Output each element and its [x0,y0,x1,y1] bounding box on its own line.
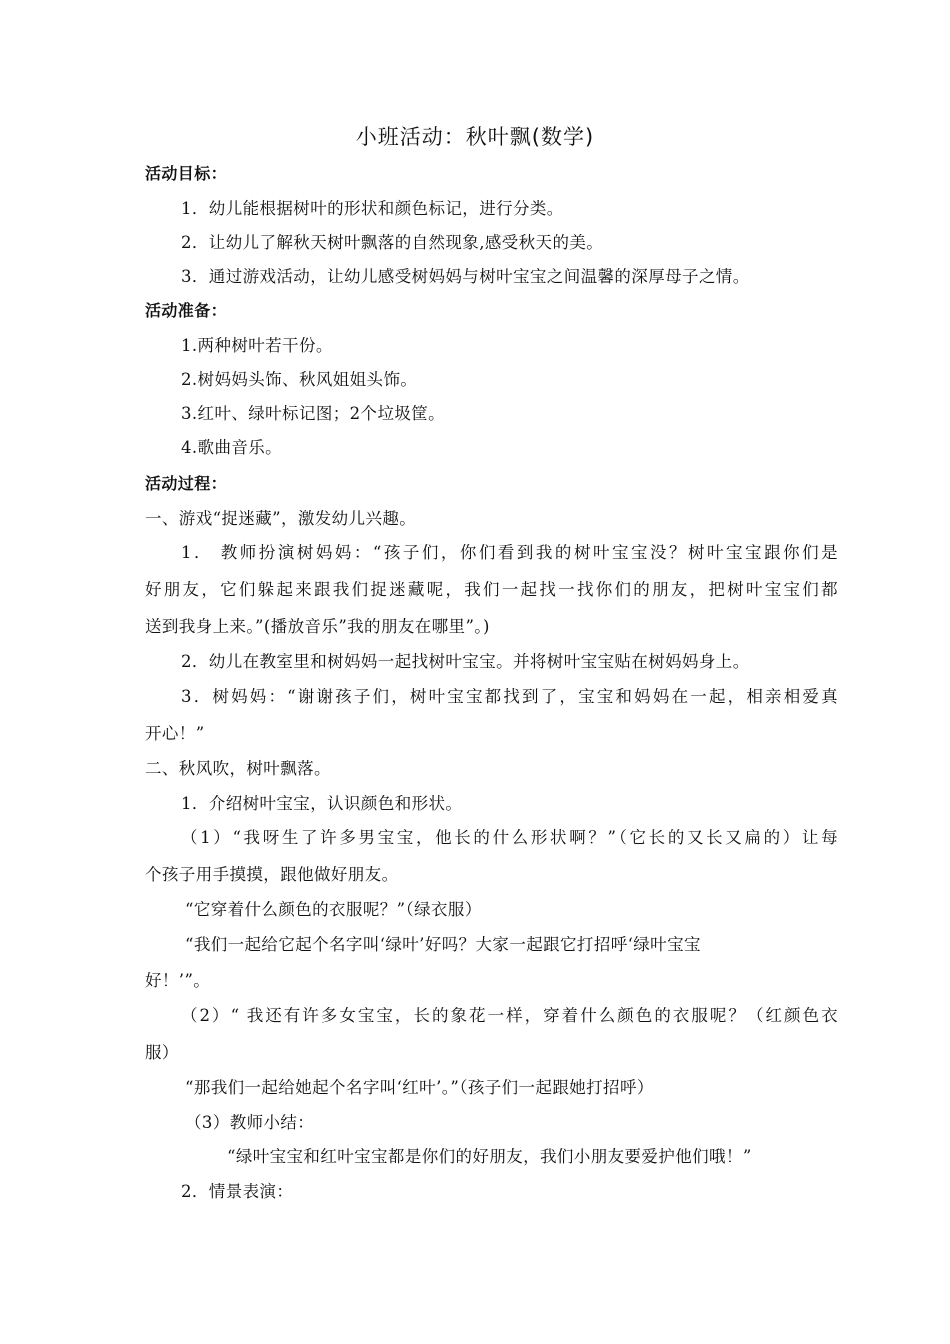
paragraph-line: 2．情景表演： [181,1182,294,1201]
prep-heading: 活动准备： [145,301,228,320]
paragraph-line: 服） [145,1043,179,1062]
paragraph-line: “绿叶宝宝和红叶宝宝都是你们的好朋友，我们小朋友要爱护他们哦！” [227,1147,752,1166]
prep-item: 3.红叶、绿叶标记图；2个垃圾筐。 [181,404,446,423]
prep-item: 4.歌曲音乐。 [181,438,283,457]
paragraph-line: “它穿着什么颜色的衣服呢？”（绿衣服） [185,900,482,919]
paragraph-line: “那我们一起给她起个名字叫‘红叶’。”（孩子们一起跟她打招呼） [185,1078,654,1097]
paragraph-line: 好！’”。 [145,971,211,990]
paragraph-line: （3）教师小结： [185,1113,315,1132]
section-heading: 二、秋风吹，树叶飘落。 [145,759,331,778]
paragraph-line: 3．树妈妈：“谢谢孩子们，树叶宝宝都找到了，宝宝和妈妈在一起，相亲相爱真 [181,687,838,706]
paragraph-line: “我们一起给它起个名字叫‘绿叶’好吗？大家一起跟它打招呼‘绿叶宝宝 [185,935,701,954]
section-heading: 一、游戏“捉迷藏”，激发幼儿兴趣。 [145,509,417,528]
paragraph-line: 个孩子用手摸摸，跟他做好朋友。 [145,865,399,884]
paragraph-line: 送到我身上来。”(播放音乐”我的朋友在哪里”。) [145,617,490,636]
paragraph-line: 1． 教师扮演树妈妈：“孩子们，你们看到我的树叶宝宝没？树叶宝宝跟你们是 [181,543,838,562]
prep-item: 2.树妈妈头饰、秋风姐姐头饰。 [181,370,418,389]
paragraph-line: 好朋友，它们躲起来跟我们捉迷藏呢，我们一起找一找你们的朋友，把树叶宝宝们都 [145,580,838,599]
paragraph-line: （2）“ 我还有许多女宝宝，长的象花一样，穿着什么颜色的衣服呢？（红颜色衣 [181,1006,838,1025]
paragraph-line: 开心！” [145,724,205,743]
process-heading: 活动过程： [145,474,228,493]
goal-item: 3．通过游戏活动，让幼儿感受树妈妈与树叶宝宝之间温馨的深厚母子之情。 [181,267,750,286]
prep-item: 1.两种树叶若干份。 [181,336,333,355]
document-title: 小班活动：秋叶飘(数学) [355,125,595,149]
paragraph-line: 1．介绍树叶宝宝，认识颜色和形状。 [181,794,463,813]
paragraph-line: 2．幼儿在教室里和树妈妈一起找树叶宝宝。并将树叶宝宝贴在树妈妈身上。 [181,652,750,671]
goals-heading: 活动目标： [145,164,228,183]
goal-item: 2．让幼儿了解秋天树叶飘落的自然现象,感受秋天的美。 [181,233,604,252]
goal-item: 1．幼儿能根据树叶的形状和颜色标记，进行分类。 [181,199,564,218]
paragraph-line: （1）“我呀生了许多男宝宝，他长的什么形状啊？”（它长的又长又扁的）让每 [181,828,838,847]
